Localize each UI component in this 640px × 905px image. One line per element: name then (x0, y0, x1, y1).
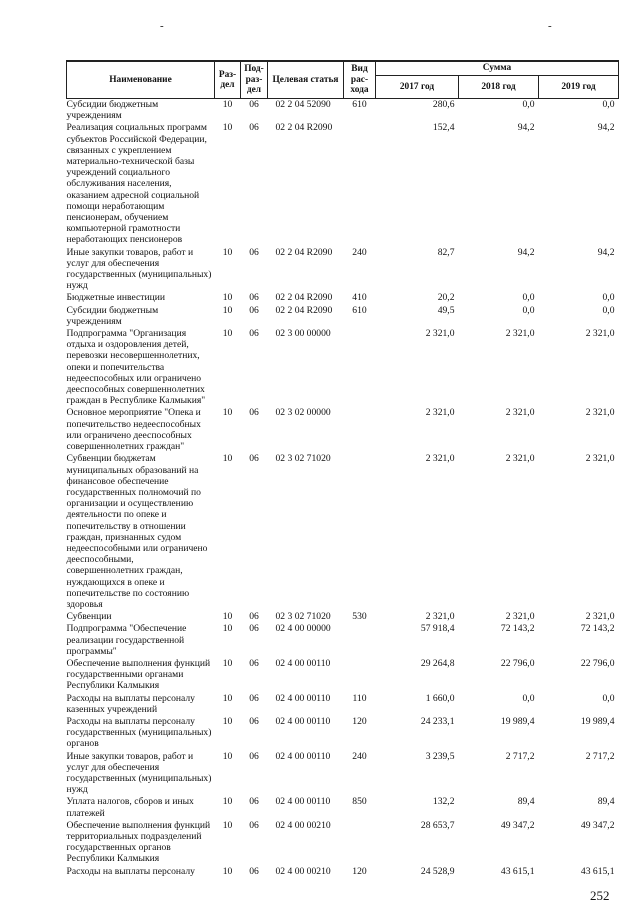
row-sum-2017: 1 660,0 (425, 692, 455, 704)
row-sum-2018: 2 321,0 (505, 611, 535, 623)
row-section: 10 (222, 407, 233, 419)
table-row (67, 658, 619, 693)
row-target: 02 4 00 00000 (275, 623, 331, 635)
row-target: 02 4 00 00210 (275, 819, 331, 831)
row-target: 02 3 00 00000 (275, 328, 331, 340)
row-section: 10 (222, 292, 233, 304)
row-name: Бюджетные инвестиции (66, 292, 165, 304)
page-number: 252 (590, 888, 610, 903)
table-row (67, 716, 619, 751)
row-name: Субвенции бюджетам муниципальных образований на финансовое обеспечение государственных полномочий по организации и осуществлению деятельности по опеке и попечительству в отношении граждан, признанных судом недееспособными или ограничено дееспособными, совершеннолетних граждан, нуждающихся в опеке и попечительстве по состоянию здоровья (66, 453, 208, 610)
row-sum-2018: 2 321,0 (505, 407, 535, 419)
row-target: 02 4 00 00110 (275, 692, 331, 704)
row-sum-2019: 2 717,2 (585, 750, 615, 762)
row-expense-type: 240 (352, 246, 367, 258)
row-expense-type (344, 820, 376, 866)
table-header (67, 61, 619, 99)
row-target: 02 2 04 R2090 (275, 246, 333, 258)
header-year-2018: 2018 год (459, 76, 539, 99)
row-sum-2019: 0,0 (602, 692, 615, 704)
row-subsection: 06 (249, 750, 259, 762)
row-section: 10 (222, 796, 233, 808)
row-target: 02 4 00 00210 (275, 865, 331, 877)
row-target: 02 4 00 00110 (275, 796, 331, 808)
row-sum-2019: 94,2 (597, 246, 615, 258)
row-target: 02 4 00 00110 (275, 715, 331, 727)
row-target: 02 2 04 R2090 (275, 122, 333, 134)
row-name: Субсидии бюджетным учреждениям (66, 304, 159, 327)
row-name: Обеспечение выполнения функций территориальных подразделений государственных органов Республики Калмыкия (66, 819, 211, 865)
row-section: 10 (222, 304, 233, 316)
row-sum-2018: 49 347,2 (500, 819, 535, 831)
table-row (67, 407, 619, 453)
row-name: Подпрограмма "Организация отдыха и оздоровления детей, перевозки несовершеннолетних, опеки и попечительства недееспособных или ограничено дееспособных совершеннолетних граждан в Республике Калмыкия" (66, 328, 206, 407)
row-section: 10 (222, 99, 233, 110)
row-sum-2017: 2 321,0 (425, 453, 455, 465)
row-sum-2017: 28 653,7 (420, 819, 455, 831)
table-row (67, 623, 619, 658)
row-sum-2018: 22 796,0 (500, 657, 535, 669)
row-target: 02 2 04 R2090 (275, 292, 333, 304)
row-subsection: 06 (249, 715, 259, 727)
row-sum-2018: 2 321,0 (505, 453, 535, 465)
row-sum-2019: 2 321,0 (585, 611, 615, 623)
row-subsection: 06 (249, 407, 259, 419)
row-sum-2017: 280,6 (432, 99, 455, 110)
row-target: 02 3 02 71020 (275, 611, 331, 623)
row-subsection: 06 (249, 623, 259, 635)
row-name: Иные закупки товаров, работ и услуг для обеспечения государственных (муниципальных) нужд (66, 750, 212, 796)
row-sum-2017: 132,2 (432, 796, 455, 808)
row-name: Иные закупки товаров, работ и услуг для обеспечения государственных (муниципальных) нужд (66, 246, 212, 292)
table-row (67, 820, 619, 866)
table-row (67, 453, 619, 611)
row-section: 10 (222, 623, 233, 635)
row-section: 10 (222, 819, 233, 831)
row-section: 10 (222, 246, 233, 258)
row-sum-2017: 2 321,0 (425, 407, 455, 419)
row-sum-2019: 19 989,4 (580, 715, 615, 727)
row-sum-2019: 2 321,0 (585, 328, 615, 340)
row-sum-2018: 2 717,2 (505, 750, 535, 762)
row-section: 10 (222, 611, 233, 623)
row-expense-type (344, 658, 376, 693)
row-sum-2017: 152,4 (432, 122, 455, 134)
row-subsection: 06 (249, 819, 259, 831)
row-expense-type: 120 (352, 865, 367, 877)
row-expense-type (344, 328, 376, 407)
row-section: 10 (222, 715, 233, 727)
row-subsection: 06 (249, 796, 259, 808)
row-name: Расходы на выплаты персоналу государственных (муниципальных) органов (66, 715, 212, 750)
row-target: 02 4 00 00110 (275, 750, 331, 762)
row-sum-2019: 0,0 (602, 99, 615, 110)
row-name: Субвенции (66, 611, 112, 623)
row-expense-type: 410 (352, 292, 367, 304)
row-name: Расходы на выплаты персоналу (66, 865, 195, 877)
table-row (67, 247, 619, 293)
header-year-2017: 2017 год (376, 76, 459, 99)
row-sum-2017: 3 239,5 (425, 750, 455, 762)
row-subsection: 06 (249, 611, 259, 623)
row-target: 02 2 04 R2090 (275, 304, 333, 316)
row-expense-type (344, 623, 376, 658)
row-expense-type: 240 (352, 750, 367, 762)
top-mark-left: - (160, 20, 164, 32)
table-row (67, 328, 619, 407)
row-section: 10 (222, 453, 233, 465)
row-sum-2019: 2 321,0 (585, 407, 615, 419)
row-sum-2018: 72 143,2 (500, 623, 535, 635)
table-body (67, 99, 619, 878)
top-mark-right: - (548, 20, 552, 32)
row-sum-2017: 20,2 (437, 292, 455, 304)
row-sum-2017: 2 321,0 (425, 328, 455, 340)
row-sum-2019: 72 143,2 (580, 623, 615, 635)
row-sum-2019: 89,4 (597, 796, 615, 808)
table-row (67, 122, 619, 246)
row-name: Основное мероприятие "Опека и попечительство недееспособных или ограничено дееспособных совершеннолетних граждан" (66, 407, 201, 453)
row-subsection: 06 (249, 328, 259, 340)
row-name: Обеспечение выполнения функций государственными органами Республики Калмыкия (66, 657, 211, 692)
row-name: Уплата налогов, сборов и иных платежей (66, 796, 194, 819)
row-sum-2018: 94,2 (517, 246, 535, 258)
row-expense-type (344, 122, 376, 246)
row-section: 10 (222, 657, 233, 669)
row-target: 02 3 02 00000 (275, 407, 331, 419)
header-subsection: Под-раз-дел (241, 61, 268, 99)
row-subsection: 06 (249, 246, 259, 258)
row-sum-2018: 2 321,0 (505, 328, 535, 340)
row-sum-2017: 49,5 (437, 304, 455, 316)
row-subsection: 06 (249, 865, 259, 877)
header-section: Раз-дел (215, 61, 241, 99)
row-sum-2017: 24 233,1 (420, 715, 455, 727)
row-subsection: 06 (249, 122, 259, 134)
row-expense-type (344, 453, 376, 611)
row-subsection: 06 (249, 453, 259, 465)
row-sum-2018: 94,2 (517, 122, 535, 134)
row-sum-2017: 57 918,4 (420, 623, 455, 635)
row-section: 10 (222, 865, 233, 877)
row-expense-type: 610 (352, 99, 367, 110)
row-sum-2019: 2 321,0 (585, 453, 615, 465)
table-row (67, 693, 619, 716)
row-sum-2018: 0,0 (522, 292, 535, 304)
row-sum-2018: 0,0 (522, 99, 535, 110)
row-target: 02 3 02 71020 (275, 453, 331, 465)
row-name: Подпрограмма "Обеспечение реализации государственной программы" (66, 623, 187, 657)
table-row (67, 611, 619, 623)
row-name: Реализация социальных программ субъектов Российской Федерации, связанных с укреплением материально-технической базы учреждений социального обслуживания населения, оказанием адресной социальной помощи неработающим пенсионерам, обучением компьютерной грамотности неработающих пенсионеров (66, 122, 207, 246)
row-expense-type: 120 (352, 715, 367, 727)
row-sum-2017: 24 528,9 (420, 865, 455, 877)
row-sum-2018: 0,0 (522, 692, 535, 704)
row-sum-2019: 94,2 (597, 122, 615, 134)
row-sum-2018: 89,4 (517, 796, 535, 808)
row-expense-type: 610 (352, 304, 367, 316)
row-sum-2019: 22 796,0 (580, 657, 615, 669)
row-section: 10 (222, 328, 233, 340)
row-sum-2017: 2 321,0 (425, 611, 455, 623)
row-section: 10 (222, 750, 233, 762)
header-name: Наименование (67, 61, 215, 99)
row-sum-2018: 43 615,1 (500, 865, 535, 877)
table-row (67, 99, 619, 123)
table-row (67, 796, 619, 819)
row-subsection: 06 (249, 657, 259, 669)
table-row (67, 305, 619, 328)
header-sum: Сумма (376, 61, 619, 76)
row-subsection: 06 (249, 292, 259, 304)
row-subsection: 06 (249, 304, 259, 316)
row-expense-type: 850 (352, 796, 367, 808)
table-row (67, 751, 619, 797)
header-expense-type: Вид рас-хода (344, 61, 376, 99)
header-year-2019: 2019 год (539, 76, 619, 99)
row-name: Субсидии бюджетным учреждениям (66, 99, 159, 122)
row-expense-type (344, 407, 376, 453)
row-sum-2019: 0,0 (602, 304, 615, 316)
row-sum-2017: 82,7 (437, 246, 455, 258)
row-target: 02 4 00 00110 (275, 657, 331, 669)
row-section: 10 (222, 692, 233, 704)
row-sum-2019: 0,0 (602, 292, 615, 304)
row-sum-2019: 49 347,2 (580, 819, 615, 831)
row-subsection: 06 (249, 692, 259, 704)
table-row (67, 292, 619, 304)
header-target: Целевая статья (268, 61, 344, 99)
row-subsection: 06 (249, 99, 259, 110)
table-row (67, 866, 619, 878)
row-name: Расходы на выплаты персоналу казенных учреждений (66, 692, 195, 715)
row-section: 10 (222, 122, 233, 134)
row-expense-type: 110 (352, 692, 367, 704)
row-sum-2018: 19 989,4 (500, 715, 535, 727)
row-expense-type: 530 (352, 611, 367, 623)
row-sum-2019: 43 615,1 (580, 865, 615, 877)
budget-table (66, 60, 619, 878)
row-sum-2017: 29 264,8 (420, 657, 455, 669)
row-sum-2018: 0,0 (522, 304, 535, 316)
row-target: 02 2 04 52090 (275, 99, 331, 110)
